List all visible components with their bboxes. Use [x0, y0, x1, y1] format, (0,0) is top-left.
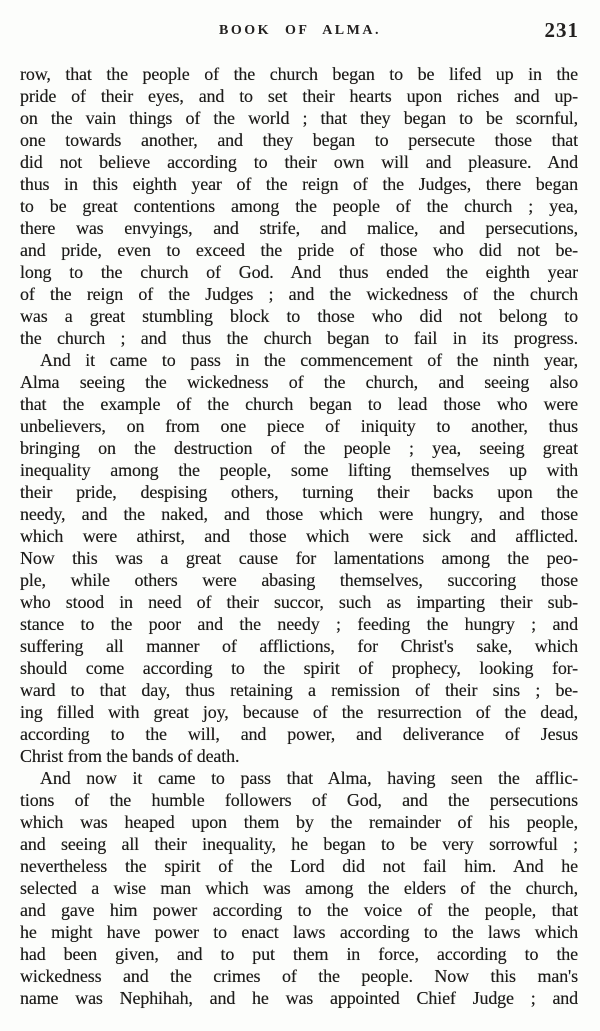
text-line: selected a wise man which was among the elders of the church,	[20, 878, 578, 898]
text-line: their pride, despising others, turning their backs upon the	[20, 482, 578, 502]
running-head-title: BOOK OF ALMA.	[219, 23, 381, 38]
text-line: And it came to pass in the commencement of the ninth year,	[40, 350, 578, 370]
text-line: inequality among the people, some lifting themselves up with	[20, 460, 578, 480]
text-line: which were athirst, and those which were sick and afflicted.	[20, 526, 578, 546]
text-line: that the example of the church began to lead those who were	[20, 394, 578, 414]
text-line: one towards another, and they began to persecute those that	[20, 130, 578, 150]
text-line: did not believe according to their own will and pleasure. And	[20, 152, 578, 172]
text-line: Now this was a great cause for lamentations among the peo-	[20, 548, 578, 568]
text-line: tions of the humble followers of God, and the persecutions	[20, 790, 578, 810]
text-line: Alma seeing the wickedness of the church, and seeing also	[20, 372, 578, 392]
text-line: he might have power to enact laws according to the laws which	[20, 922, 578, 942]
text-line: and pride, even to exceed the pride of those who did not be-	[20, 240, 578, 260]
text-line: the church ; and thus the church began to fail in its progress.	[20, 328, 578, 348]
text-line: on the vain things of the world ; that they began to be scornful,	[20, 108, 578, 128]
text-line: needy, and the naked, and those which were hungry, and those	[20, 504, 578, 524]
text-line: who stood in need of their succor, such as imparting their sub-	[20, 592, 578, 612]
text-line: row, that the people of the church began to be lifed up in the	[20, 64, 578, 84]
text-line: long to the church of God. And thus ended the eighth year	[20, 262, 578, 282]
text-line: of the reign of the Judges ; and the wickedness of the church	[20, 284, 578, 304]
text-line: suffering all manner of afflictions, for Christ's sake, which	[20, 636, 578, 656]
text-line: and seeing all their inequality, he began to be very sorrowful ;	[20, 834, 578, 854]
text-line: thus in this eighth year of the reign of the Judges, there began	[20, 174, 578, 194]
text-line: wickedness and the crimes of the people. Now this man's	[20, 966, 578, 986]
text-line: should come according to the spirit of prophecy, looking for-	[20, 658, 578, 678]
text-line: pride of their eyes, and to set their hearts upon riches and up-	[20, 86, 578, 106]
text-line: ing filled with great joy, because of the resurrection of the dead,	[20, 702, 578, 722]
text-line: unbelievers, on from one piece of iniquity to another, thus	[20, 416, 578, 436]
page-header	[20, 18, 580, 45]
text-line: which was heaped upon them by the remainder of his people,	[20, 812, 578, 832]
text-line: stance to the poor and the needy ; feeding the hungry ; and	[20, 614, 578, 634]
text-line: name was Nephihah, and he was appointed Chief Judge ; and	[20, 988, 578, 1008]
text-line: to be great contentions among the people of the church ; yea,	[20, 196, 578, 216]
text-line: ward to that day, thus retaining a remission of their sins ; be-	[20, 680, 578, 700]
text-line: ple, while others were abasing themselves, succoring those	[20, 570, 578, 590]
text-line: there was envyings, and strife, and malice, and persecutions,	[20, 218, 578, 238]
text-line: according to the will, and power, and deliverance of Jesus	[20, 724, 578, 744]
page-number: 231	[544, 18, 579, 42]
text-line: nevertheless the spirit of the Lord did not fail him. And he	[20, 856, 578, 876]
text-line: bringing on the destruction of the people ; yea, seeing great	[20, 438, 578, 458]
text-line: was a great stumbling block to those who did not belong to	[20, 306, 578, 326]
page-body	[20, 63, 578, 1009]
text-line: and gave him power according to the voice of the people, that	[20, 900, 578, 920]
text-line: had been given, and to put them in force, according to the	[20, 944, 578, 964]
text-line: And now it came to pass that Alma, having seen the afflic-	[40, 768, 578, 788]
text-line: Christ from the bands of death.	[20, 746, 240, 766]
